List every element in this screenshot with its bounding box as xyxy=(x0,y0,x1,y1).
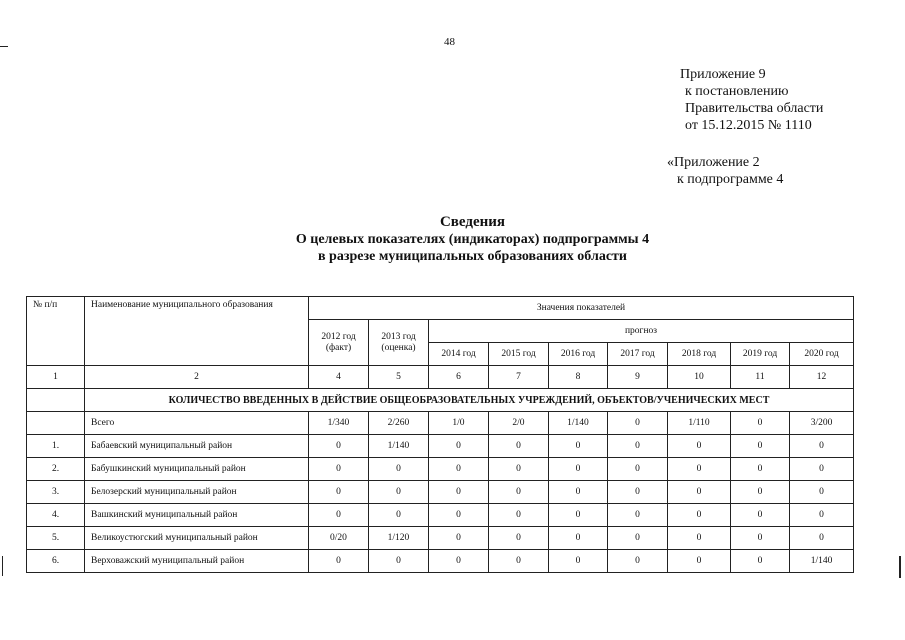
appendix-line: «Приложение 2 xyxy=(667,155,760,170)
column-number: 2 xyxy=(85,366,309,389)
row-number: 5. xyxy=(27,527,85,550)
table-cell: 0 xyxy=(489,481,549,504)
table-cell: 0 xyxy=(309,550,369,573)
table-cell: 0 xyxy=(608,550,668,573)
district-name: Верховажский муниципальный район xyxy=(85,550,309,573)
column-number: 4 xyxy=(309,366,369,389)
table-cell: 0 xyxy=(549,550,608,573)
header-year: 2020 год xyxy=(790,343,854,366)
table-cell: 0 xyxy=(489,527,549,550)
table-cell: 0 xyxy=(549,481,608,504)
column-number: 1 xyxy=(27,366,85,389)
table-row xyxy=(27,527,854,550)
table-cell: 1/140 xyxy=(790,550,854,573)
table-cell: 0 xyxy=(309,481,369,504)
table-cell: 0 xyxy=(549,504,608,527)
header-year: 2019 год xyxy=(731,343,790,366)
table-cell: 0 xyxy=(608,504,668,527)
appendix-reference xyxy=(680,66,823,134)
district-name: Белозерский муниципальный район xyxy=(85,481,309,504)
table-cell: 1/110 xyxy=(668,412,731,435)
row-number: 3. xyxy=(27,481,85,504)
table-cell: 0 xyxy=(731,458,790,481)
section-spacer xyxy=(27,389,85,412)
table-cell: 1/140 xyxy=(549,412,608,435)
table-cell: 0 xyxy=(790,504,854,527)
table-cell: 3/200 xyxy=(790,412,854,435)
table-cell: 0 xyxy=(309,435,369,458)
column-number-row xyxy=(27,366,854,389)
table-cell: 0 xyxy=(608,412,668,435)
header-2012: 2012 год (факт) xyxy=(309,320,369,366)
table-row xyxy=(27,550,854,573)
table-cell: 0 xyxy=(429,527,489,550)
district-name: Вашкинский муниципальный район xyxy=(85,504,309,527)
header-name: Наименование муниципального образования xyxy=(85,297,309,366)
table-cell: 0 xyxy=(429,481,489,504)
table-cell: 0 xyxy=(309,504,369,527)
table-cell: 1/120 xyxy=(369,527,429,550)
table-cell: 0 xyxy=(731,481,790,504)
table-cell: 0 xyxy=(668,435,731,458)
header-year: 2017 год xyxy=(608,343,668,366)
table-cell: 0 xyxy=(790,527,854,550)
header-num: № п/п xyxy=(27,297,85,366)
appendix-line: к подпрограмме 4 xyxy=(677,172,784,187)
title-line: Сведения xyxy=(439,214,506,230)
table-cell: 0 xyxy=(731,504,790,527)
table-cell: 0 xyxy=(489,550,549,573)
table-cell: 0 xyxy=(668,504,731,527)
table-cell: 0 xyxy=(668,527,731,550)
section-title-row xyxy=(27,389,854,412)
table-cell: 0 xyxy=(369,504,429,527)
table-cell: 0 xyxy=(549,527,608,550)
district-rows xyxy=(27,435,854,573)
scan-margin-mark xyxy=(2,556,3,576)
column-number: 10 xyxy=(668,366,731,389)
district-name: Бабаевский муниципальный район xyxy=(85,435,309,458)
table-cell: 1/0 xyxy=(429,412,489,435)
table-cell: 0/20 xyxy=(309,527,369,550)
table-cell: 0 xyxy=(608,435,668,458)
table-cell: 0 xyxy=(489,435,549,458)
table-cell: 0 xyxy=(668,481,731,504)
row-number: 2. xyxy=(27,458,85,481)
table-cell: 0 xyxy=(731,527,790,550)
table-cell: 0 xyxy=(608,481,668,504)
district-name: Бабушкинский муниципальный район xyxy=(85,458,309,481)
scan-margin-mark xyxy=(0,46,8,47)
table-cell: 0 xyxy=(731,550,790,573)
district-name: Великоустюгский муниципальный район xyxy=(85,527,309,550)
table-cell: 0 xyxy=(429,435,489,458)
table-cell: 2/0 xyxy=(489,412,549,435)
table-cell: 0 xyxy=(608,458,668,481)
column-number: 11 xyxy=(731,366,790,389)
table-cell: 0 xyxy=(429,458,489,481)
table-cell: 0 xyxy=(668,458,731,481)
table-cell: 0 xyxy=(668,550,731,573)
page-number: 48 xyxy=(444,36,455,48)
table-header-row xyxy=(27,297,854,320)
row-number: 4. xyxy=(27,504,85,527)
table-cell: 0 xyxy=(489,458,549,481)
table-cell: 0 xyxy=(369,550,429,573)
header-year: 2015 год xyxy=(489,343,549,366)
table-row xyxy=(27,481,854,504)
column-number: 9 xyxy=(608,366,668,389)
title-line: О целевых показателях (индикаторах) подпрограммы 4 xyxy=(295,232,650,247)
column-number: 5 xyxy=(369,366,429,389)
header-year: 2016 год xyxy=(549,343,608,366)
header-values-group: Значения показателей xyxy=(309,297,854,320)
row-number: 1. xyxy=(27,435,85,458)
appendix-line: Правительства области xyxy=(685,101,824,116)
table-cell: 0 xyxy=(608,527,668,550)
scan-margin-mark xyxy=(899,556,901,578)
table-row xyxy=(27,504,854,527)
table-cell: 0 xyxy=(731,412,790,435)
total-row xyxy=(27,412,854,435)
total-num xyxy=(27,412,85,435)
table-row xyxy=(27,435,854,458)
table-cell: 0 xyxy=(309,458,369,481)
table-cell: 0 xyxy=(429,550,489,573)
document-title xyxy=(0,214,905,265)
total-label: Всего xyxy=(85,412,309,435)
header-2013: 2013 год (оценка) xyxy=(369,320,429,366)
table-cell: 0 xyxy=(790,435,854,458)
table-cell: 0 xyxy=(549,458,608,481)
table-cell: 0 xyxy=(731,435,790,458)
header-year: 2018 год xyxy=(668,343,731,366)
indicators-table xyxy=(26,296,854,573)
table-cell: 1/340 xyxy=(309,412,369,435)
section-title: КОЛИЧЕСТВО ВВЕДЕННЫХ В ДЕЙСТВИЕ ОБЩЕОБРАЗОВАТЕЛЬНЫХ УЧРЕЖДЕНИЙ, ОБЪЕКТОВ/УЧЕНИЧЕСКИХ МЕСТ xyxy=(85,389,854,412)
title-line: в разрезе муниципальных образованиях области xyxy=(318,249,627,264)
column-number: 6 xyxy=(429,366,489,389)
subprogram-appendix-reference xyxy=(667,154,783,188)
table-cell: 0 xyxy=(369,481,429,504)
table-cell: 0 xyxy=(429,504,489,527)
row-number: 6. xyxy=(27,550,85,573)
table-cell: 2/260 xyxy=(369,412,429,435)
column-number: 8 xyxy=(549,366,608,389)
table-row xyxy=(27,458,854,481)
header-forecast: прогноз xyxy=(429,320,854,343)
column-number: 7 xyxy=(489,366,549,389)
appendix-line: Приложение 9 xyxy=(680,67,766,82)
appendix-line: от 15.12.2015 № 1110 xyxy=(685,118,812,133)
header-year: 2014 год xyxy=(429,343,489,366)
table-cell: 0 xyxy=(549,435,608,458)
table-cell: 0 xyxy=(369,458,429,481)
column-number: 12 xyxy=(790,366,854,389)
table-cell: 0 xyxy=(790,458,854,481)
table-cell: 1/140 xyxy=(369,435,429,458)
table-cell: 0 xyxy=(489,504,549,527)
table-cell: 0 xyxy=(790,481,854,504)
appendix-line: к постановлению xyxy=(685,84,789,99)
